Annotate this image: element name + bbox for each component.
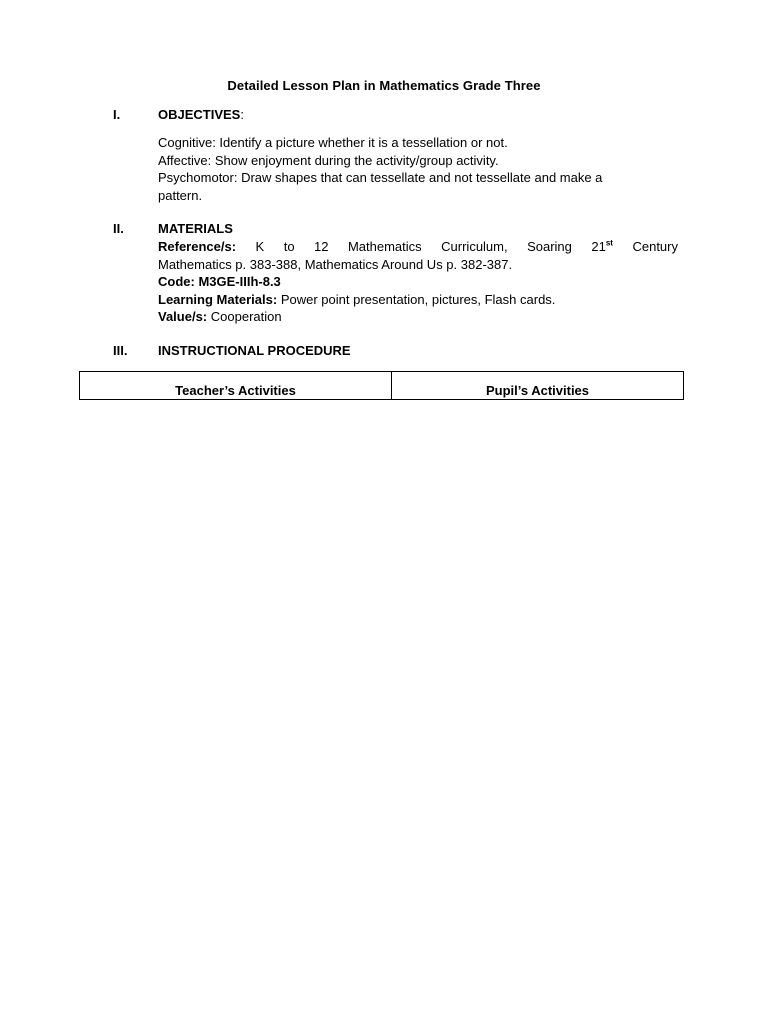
table-header-teacher: Teacher’s Activities xyxy=(80,372,392,399)
objective-cognitive: Cognitive: Identify a picture whether it is a tessellation or not. xyxy=(158,135,508,150)
section-number-procedure: III. xyxy=(113,343,128,358)
materials-learning xyxy=(158,291,678,309)
objectives-list xyxy=(158,134,678,204)
materials-references-line xyxy=(158,238,678,256)
values-label: Value/s: xyxy=(158,309,208,324)
materials-references-line2: Mathematics p. 383-388, Mathematics Around Us p. 382-387. xyxy=(158,256,513,272)
materials-values xyxy=(158,308,678,326)
references-label: Reference/s: xyxy=(158,239,237,254)
objective-psychomotor-cont: pattern. xyxy=(158,187,203,203)
objective-psychomotor: Psychomotor: Draw shapes that can tessellate and not tessellate and make a xyxy=(158,170,603,185)
objectives-heading-colon: : xyxy=(240,107,244,122)
section-heading-procedure: INSTRUCTIONAL PROCEDURE xyxy=(158,343,351,358)
references-text-century: Century xyxy=(632,239,678,254)
section-heading-materials: MATERIALS xyxy=(158,221,233,236)
objective-affective: Affective: Show enjoyment during the activity/group activity. xyxy=(158,152,499,168)
references-superscript: st xyxy=(605,238,613,248)
section-number-objectives: I. xyxy=(113,107,121,122)
activities-table xyxy=(79,371,684,400)
learning-materials-label: Learning Materials: xyxy=(158,291,278,307)
materials-list xyxy=(158,238,678,326)
section-number-materials: II. xyxy=(113,221,124,236)
table-header-pupil: Pupil’s Activities xyxy=(485,383,590,398)
values-text: Cooperation xyxy=(210,309,282,324)
learning-materials-text: Power point presentation, pictures, Flash cards. xyxy=(280,291,556,307)
materials-code xyxy=(158,273,678,291)
references-text: K to 12 Mathematics Curriculum, Soaring 21 xyxy=(255,239,606,254)
section-heading-objectives xyxy=(158,107,244,122)
code-label: Code: M3GE-IIIh-8.3 xyxy=(158,274,281,289)
document-title: Detailed Lesson Plan in Mathematics Grade Three xyxy=(227,78,541,93)
objectives-heading-text: OBJECTIVES xyxy=(158,107,241,122)
